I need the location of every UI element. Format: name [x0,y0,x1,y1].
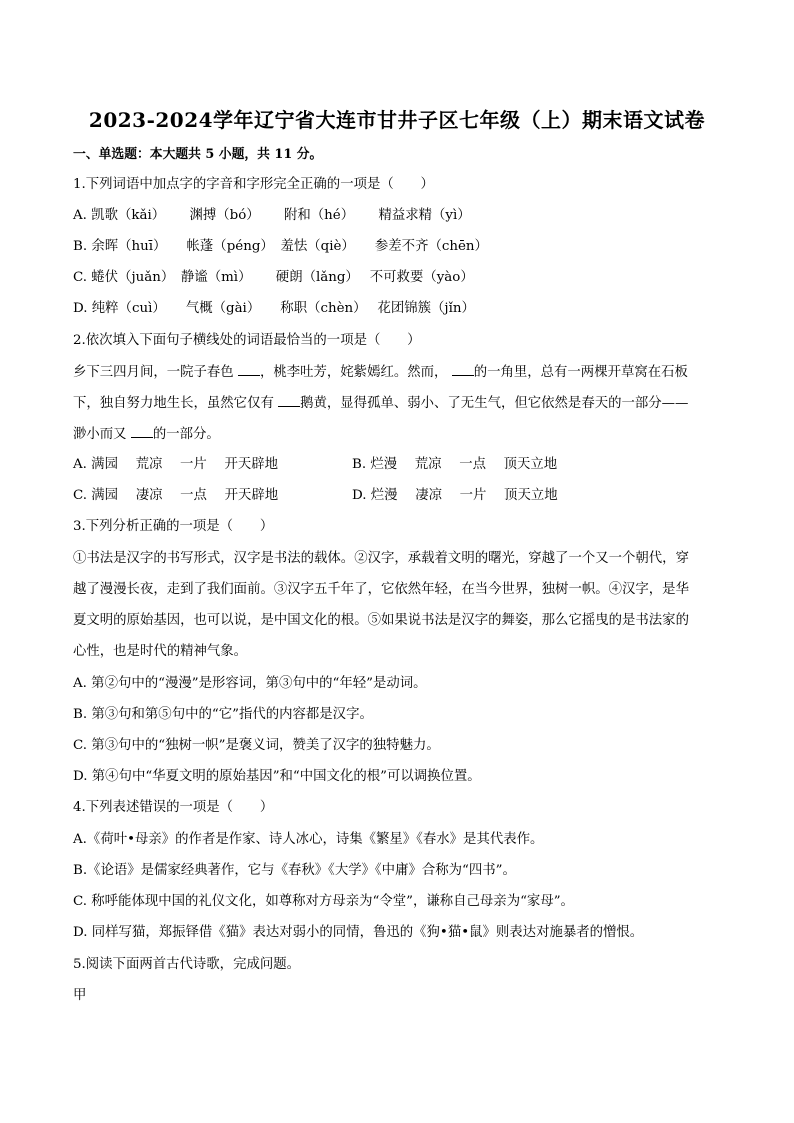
question-1-stem: 1.下列词语中加点字的字音和字形完全正确的一项是（ ） [73,177,434,192]
question-2-passage-line-3 [73,425,723,444]
fill-blank [278,394,300,407]
question-1-option-a: A. 凯歌（kǎi） 渊搏（bó） 附和（hé） 精益求精（yì） [73,208,471,223]
question-5-stem: 5.阅读下面两首古代诗歌，完成问题。 [73,957,301,972]
fill-blank [452,363,474,376]
question-2-option-b: B. 烂漫 荒凉 一点 顶天立地 [352,457,558,472]
passage-text: 的一部分。 [152,427,220,442]
section-heading: 一、单选题：本大题共 5 小题，共 11 分。 [73,147,323,162]
fill-blank [238,363,260,376]
question-3-passage-line-3: 夏文明的原始基因，也可以说，是中国文化的根。⑤如果说书法是汉字的舞姿，那么它摇曳的是书法家的 [73,613,689,628]
question-2-option-c: C. 满园 凄凉 一点 开天辟地 [73,488,279,503]
question-2-passage-line-1 [73,363,723,382]
question-3-option-b: B. 第③句和第⑤句中的“它”指代的内容都是汉字。 [73,707,373,722]
question-3-option-a: A. 第②句中的“漫漫”是形容词，第③句中的“年轻”是动词。 [73,676,427,691]
question-4-option-b: B.《论语》是儒家经典著作，它与《春秋》《大学》《中庸》合称为“四书”。 [73,863,516,878]
passage-text: 乡下三四月间，一院子春色 [73,365,238,380]
question-4-option-d: D. 同样写猫，郑振铎借《猫》表达对弱小的同情，鲁迅的《狗•猫•鼠》则表达对施暴者的憎恨。 [73,925,644,940]
question-2-stem: 2.依次填入下面句子横线处的词语最恰当的一项是（ ） [73,333,421,348]
question-5-poem-label: 甲 [73,988,87,1003]
question-1-option-d: D. 纯粹（cuì） 气概（gài） 称职（chèn） 花团锦簇（jǐn） [73,301,475,316]
question-4-option-a: A.《荷叶•母亲》的作者是作家、诗人冰心，诗集《繁星》《春水》是其代表作。 [73,832,544,847]
fill-blank [131,425,153,438]
question-3-passage-line-1: ①书法是汉字的书写形式，汉字是书法的载体。②汉字，承载着文明的曙光，穿越了一个又一个朝代，穿 [73,551,689,566]
passage-text: 鹅黄，显得孤单、弱小、了无生气，但它依然是春天的一部分—— [300,396,689,411]
question-2-option-a: A. 满园 荒凉 一片 开天辟地 [73,457,279,472]
question-3-option-d: D. 第④句中“华夏文明的原始基因”和“中国文化的根”可以调换位置。 [73,769,481,784]
question-1-option-b: B. 余晖（huī） 帐蓬（péng） 羞怯（qiè） 参差不齐（chēn） [73,239,488,254]
page-title: 2023-2024学年辽宁省大连市甘井子区七年级（上）期末语文试卷 [88,108,706,132]
question-3-option-c: C. 第③句中的“独树一帜”是褒义词，赞美了汉字的独特魅力。 [73,738,440,753]
question-1-option-c: C. 蜷伏（juǎn） 静谧（mì） 硬朗（lǎng） 不可救要（yào） [73,270,474,285]
question-3-passage-line-2: 越了漫漫长夜，走到了我们面前。③汉字五千年了，它依然年轻，在当今世界，独树一帜。④汉字，是华 [73,582,689,597]
passage-text: ，桃李吐芳，姹紫嫣红。然而， [259,365,448,380]
question-2-passage-line-2 [73,394,723,413]
question-3-stem: 3.下列分析正确的一项是（ ） [73,519,274,534]
question-2-option-d: D. 烂漫 凄凉 一片 顶天立地 [352,488,558,503]
question-3-passage-line-4: 心性，也是时代的精神气象。 [73,644,248,659]
passage-text: 渺小而又 [73,427,131,442]
passage-text: 的一角里，总有一两棵开草窝在石板 [473,365,688,380]
question-4-option-c: C. 称呼能体现中国的礼仪文化，如尊称对方母亲为“令堂”，谦称自己母亲为“家母”。 [73,894,574,909]
passage-text: 下，独自努力地生长，虽然它仅有 [73,396,279,411]
question-4-stem: 4.下列表述错误的一项是（ ） [73,800,274,815]
